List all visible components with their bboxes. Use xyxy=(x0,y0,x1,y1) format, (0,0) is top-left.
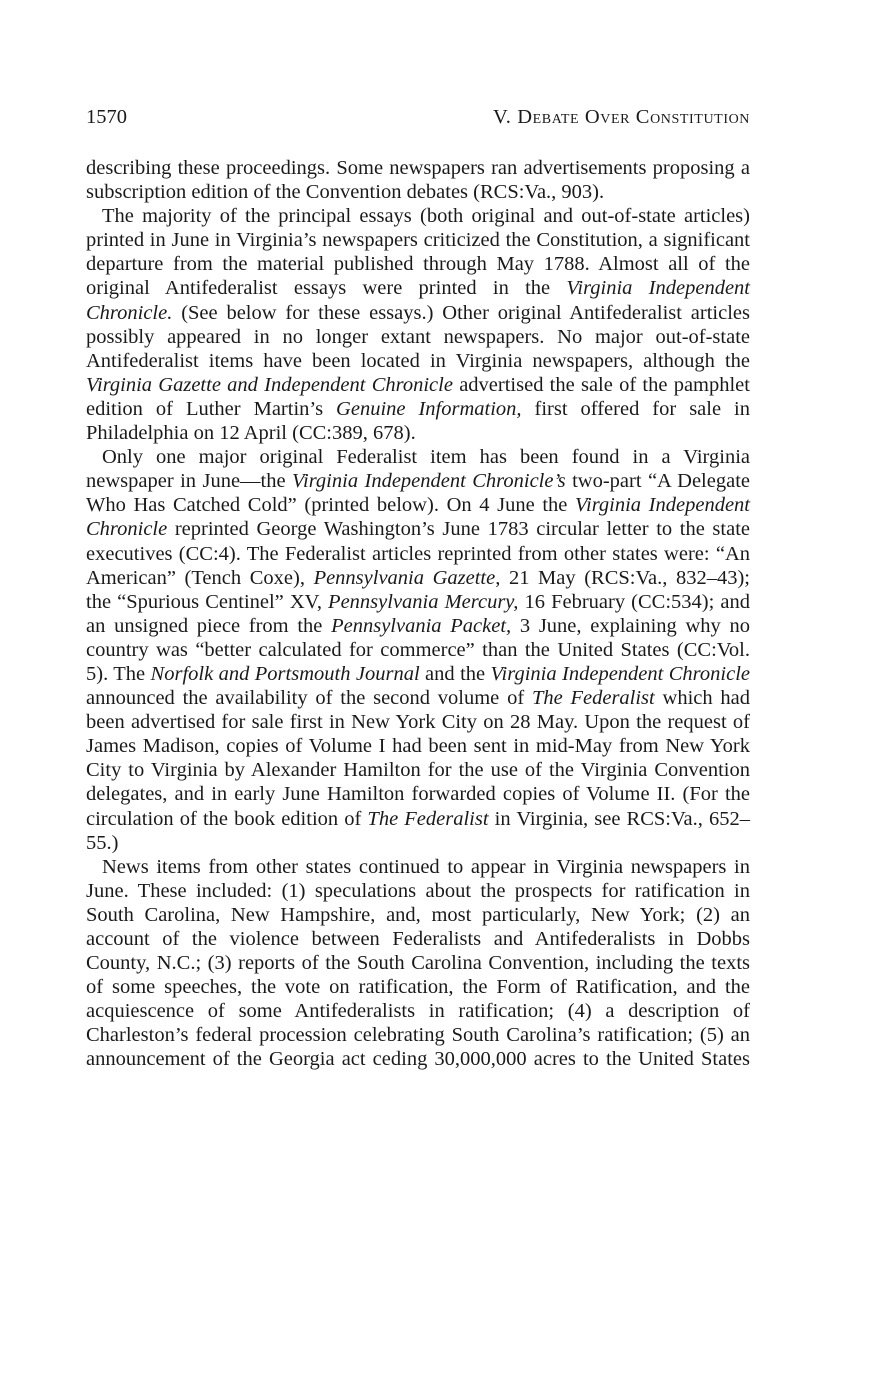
paragraph xyxy=(86,855,750,1072)
running-head xyxy=(86,106,750,142)
paragraph-segment: two-part “A Delegate Who Has Catched Cold” (printed below). On 4 June the xyxy=(86,470,750,517)
paragraph-segment: first offered for sale in Philadelphia on 12 April (CC:389, 678). xyxy=(86,397,750,445)
paragraph-segment: Only one major original Federalist item has been found in a Virginia newspaper in June—the xyxy=(86,446,750,493)
paragraph-segment: advertised the sale of the pamphlet edition of Luther Martin’s xyxy=(86,373,750,420)
paragraph-segment: and the xyxy=(419,662,491,685)
paragraph-segment: announced the availability of the second volume of xyxy=(86,687,532,710)
document-page xyxy=(86,106,750,1072)
italic-title: The Federalist xyxy=(531,687,655,710)
italic-title: Virginia Independent Chronicle’s xyxy=(292,470,566,493)
italic-title: Virginia Independent Chronicle xyxy=(490,662,750,685)
paragraph xyxy=(86,204,750,445)
italic-title: Virginia Gazette and Independent Chronicle xyxy=(86,373,453,396)
paragraph-segment: 3 June, explaining why no country was “better calculated for commerce” than the United States (CC:Vol. 5). The xyxy=(86,614,751,685)
italic-title: Virginia Independent Chronicle. xyxy=(86,277,751,324)
italic-title: Pennsylvania Packet, xyxy=(331,614,512,637)
paragraph-segment: 16 February (CC:534); and an unsigned piece from the xyxy=(86,590,750,637)
italic-title: Pennsylvania Gazette, xyxy=(313,566,501,589)
paragraph-segment: in Virginia, see RCS:Va., 652–55.) xyxy=(86,807,750,854)
running-title: V. Debate Over Constitution xyxy=(492,106,750,128)
paragraph-segment: reprinted George Washington’s June 1783 circular letter to the state executives (CC:4). The Federalist articles reprinted from other states were: “An American” (Tench Coxe), xyxy=(86,518,750,589)
paragraph-segment: News items from other states continued to appear in Virginia newspapers in June. These included: (1) speculations about the prospects for ratification in South Carolina, New Hampshire, and, most particularly, New York; (2) an account of the violence between Federalists and Antifederalists in Dobbs County, N.C.; (3) reports of the South Carolina Convention, including the texts of some speeches, the vote on ratification, the Form of Ratification, and the acquiescence of some Antifederalists in ratification; (4) a description of Charleston’s federal procession celebrating South Carolina’s ratification; (5) an announcement of the Georgia act ceding 30,000,000 acres to the United States xyxy=(86,855,750,1071)
page-number: 1570 xyxy=(86,106,127,128)
paragraph-segment: which had been advertised for sale first in New York City on 28 May. Upon the request of James Madison, copies of Volume I had been sent in mid-May from New York City to Virginia by Alexander Hamilton for the use of the Virginia Convention delegates, and in early June Hamilton forwarded copies of Volume II. (For the circulation of the book edition of xyxy=(86,687,750,830)
italic-title: Genuine Information, xyxy=(336,397,522,420)
italic-title: Virginia Independent Chronicle xyxy=(86,494,750,541)
paragraph-segment: The majority of the principal essays (both original and out-of-state articles) printed in June in Virginia’s newspapers criticized the Constitution, a significant departure from the material published through May 1788. Almost all of the original Antifederalist essays were printed in the xyxy=(86,205,750,300)
paragraph-segment: describing these proceedings. Some newspapers ran advertisements proposing a subscription edition of the Convention debates (RCS:Va., 903). xyxy=(86,157,750,204)
paragraph xyxy=(86,156,750,204)
italic-title: The Federalist xyxy=(367,807,489,830)
italic-title: Norfolk and Portsmouth Journal xyxy=(150,662,420,685)
paragraph-segment: (See below for these essays.) Other original Antifederalist articles possibly appeared in no longer extant newspapers. No major out-of-state Antifederalist items have been located in Virginia newspapers, although the xyxy=(86,301,750,372)
paragraph-segment: 21 May (RCS:Va., 832–43); the “Spurious Centinel” XV, xyxy=(86,566,751,613)
italic-title: Pennsylvania Mercury, xyxy=(328,590,519,613)
paragraph xyxy=(86,445,750,855)
body-text xyxy=(86,156,750,1072)
